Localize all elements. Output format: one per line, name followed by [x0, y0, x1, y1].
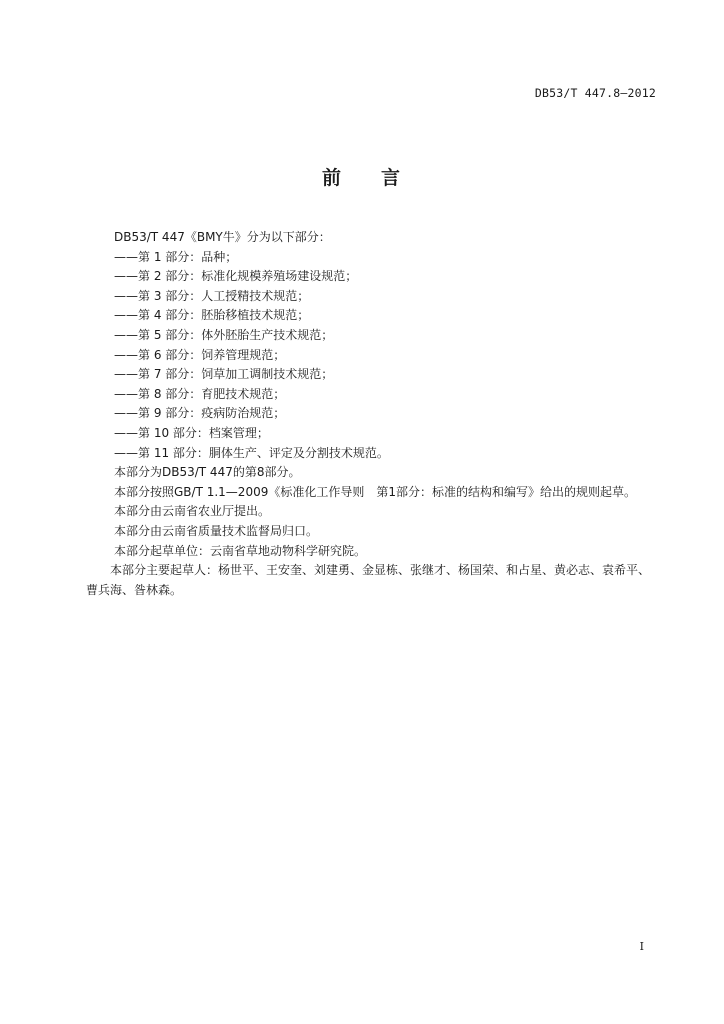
part-item: ——第 2 部分：标准化规模养殖场建设规范；: [114, 269, 358, 284]
drafters-paragraph: 本部分主要起草人：杨世平、王安奎、刘建勇、金显栋、张继才、杨国荣、和占星、黄必志、袁希平、曹兵海、昝林森。: [86, 563, 651, 597]
statement-line: 本部分按照GB/T 1.1—2009《标准化工作导则 第1部分：标准的结构和编写》给出的规则起草。: [114, 484, 636, 499]
part-item: ——第 5 部分：体外胚胎生产技术规范；: [114, 327, 334, 342]
part-item: ——第 3 部分：人工授精技术规范；: [114, 288, 310, 303]
page-number: I: [639, 940, 644, 953]
document-body: [86, 228, 660, 600]
part-item: ——第 1 部分：品种；: [114, 249, 238, 264]
part-item: ——第 7 部分：饲草加工调制技术规范；: [114, 367, 334, 382]
part-item: ——第 11 部分：胴体生产、评定及分割技术规范。: [114, 445, 389, 460]
part-item: ——第 10 部分：档案管理；: [114, 425, 269, 440]
part-item: ——第 8 部分：育肥技术规范；: [114, 386, 286, 401]
part-item: ——第 6 部分：饲养管理规范；: [114, 347, 286, 362]
statement-line: 本部分为DB53/T 447的第8部分。: [114, 465, 301, 480]
page-title: [0, 163, 724, 190]
part-item: ——第 9 部分：疫病防治规范；: [114, 406, 286, 421]
title-char-1: 前: [321, 167, 343, 189]
intro-line: DB53/T 447《BMY牛》分为以下部分：: [114, 230, 331, 244]
statement-line: 本部分起草单位：云南省草地动物科学研究院。: [114, 543, 367, 558]
statement-line: 本部分由云南省农业厅提出。: [114, 504, 271, 519]
standard-code: DB53/T 447.8—2012: [534, 86, 656, 100]
title-char-2: 言: [381, 167, 403, 189]
statement-line: 本部分由云南省质量技术监督局归口。: [114, 523, 319, 538]
part-item: ——第 4 部分：胚胎移植技术规范；: [114, 308, 310, 323]
